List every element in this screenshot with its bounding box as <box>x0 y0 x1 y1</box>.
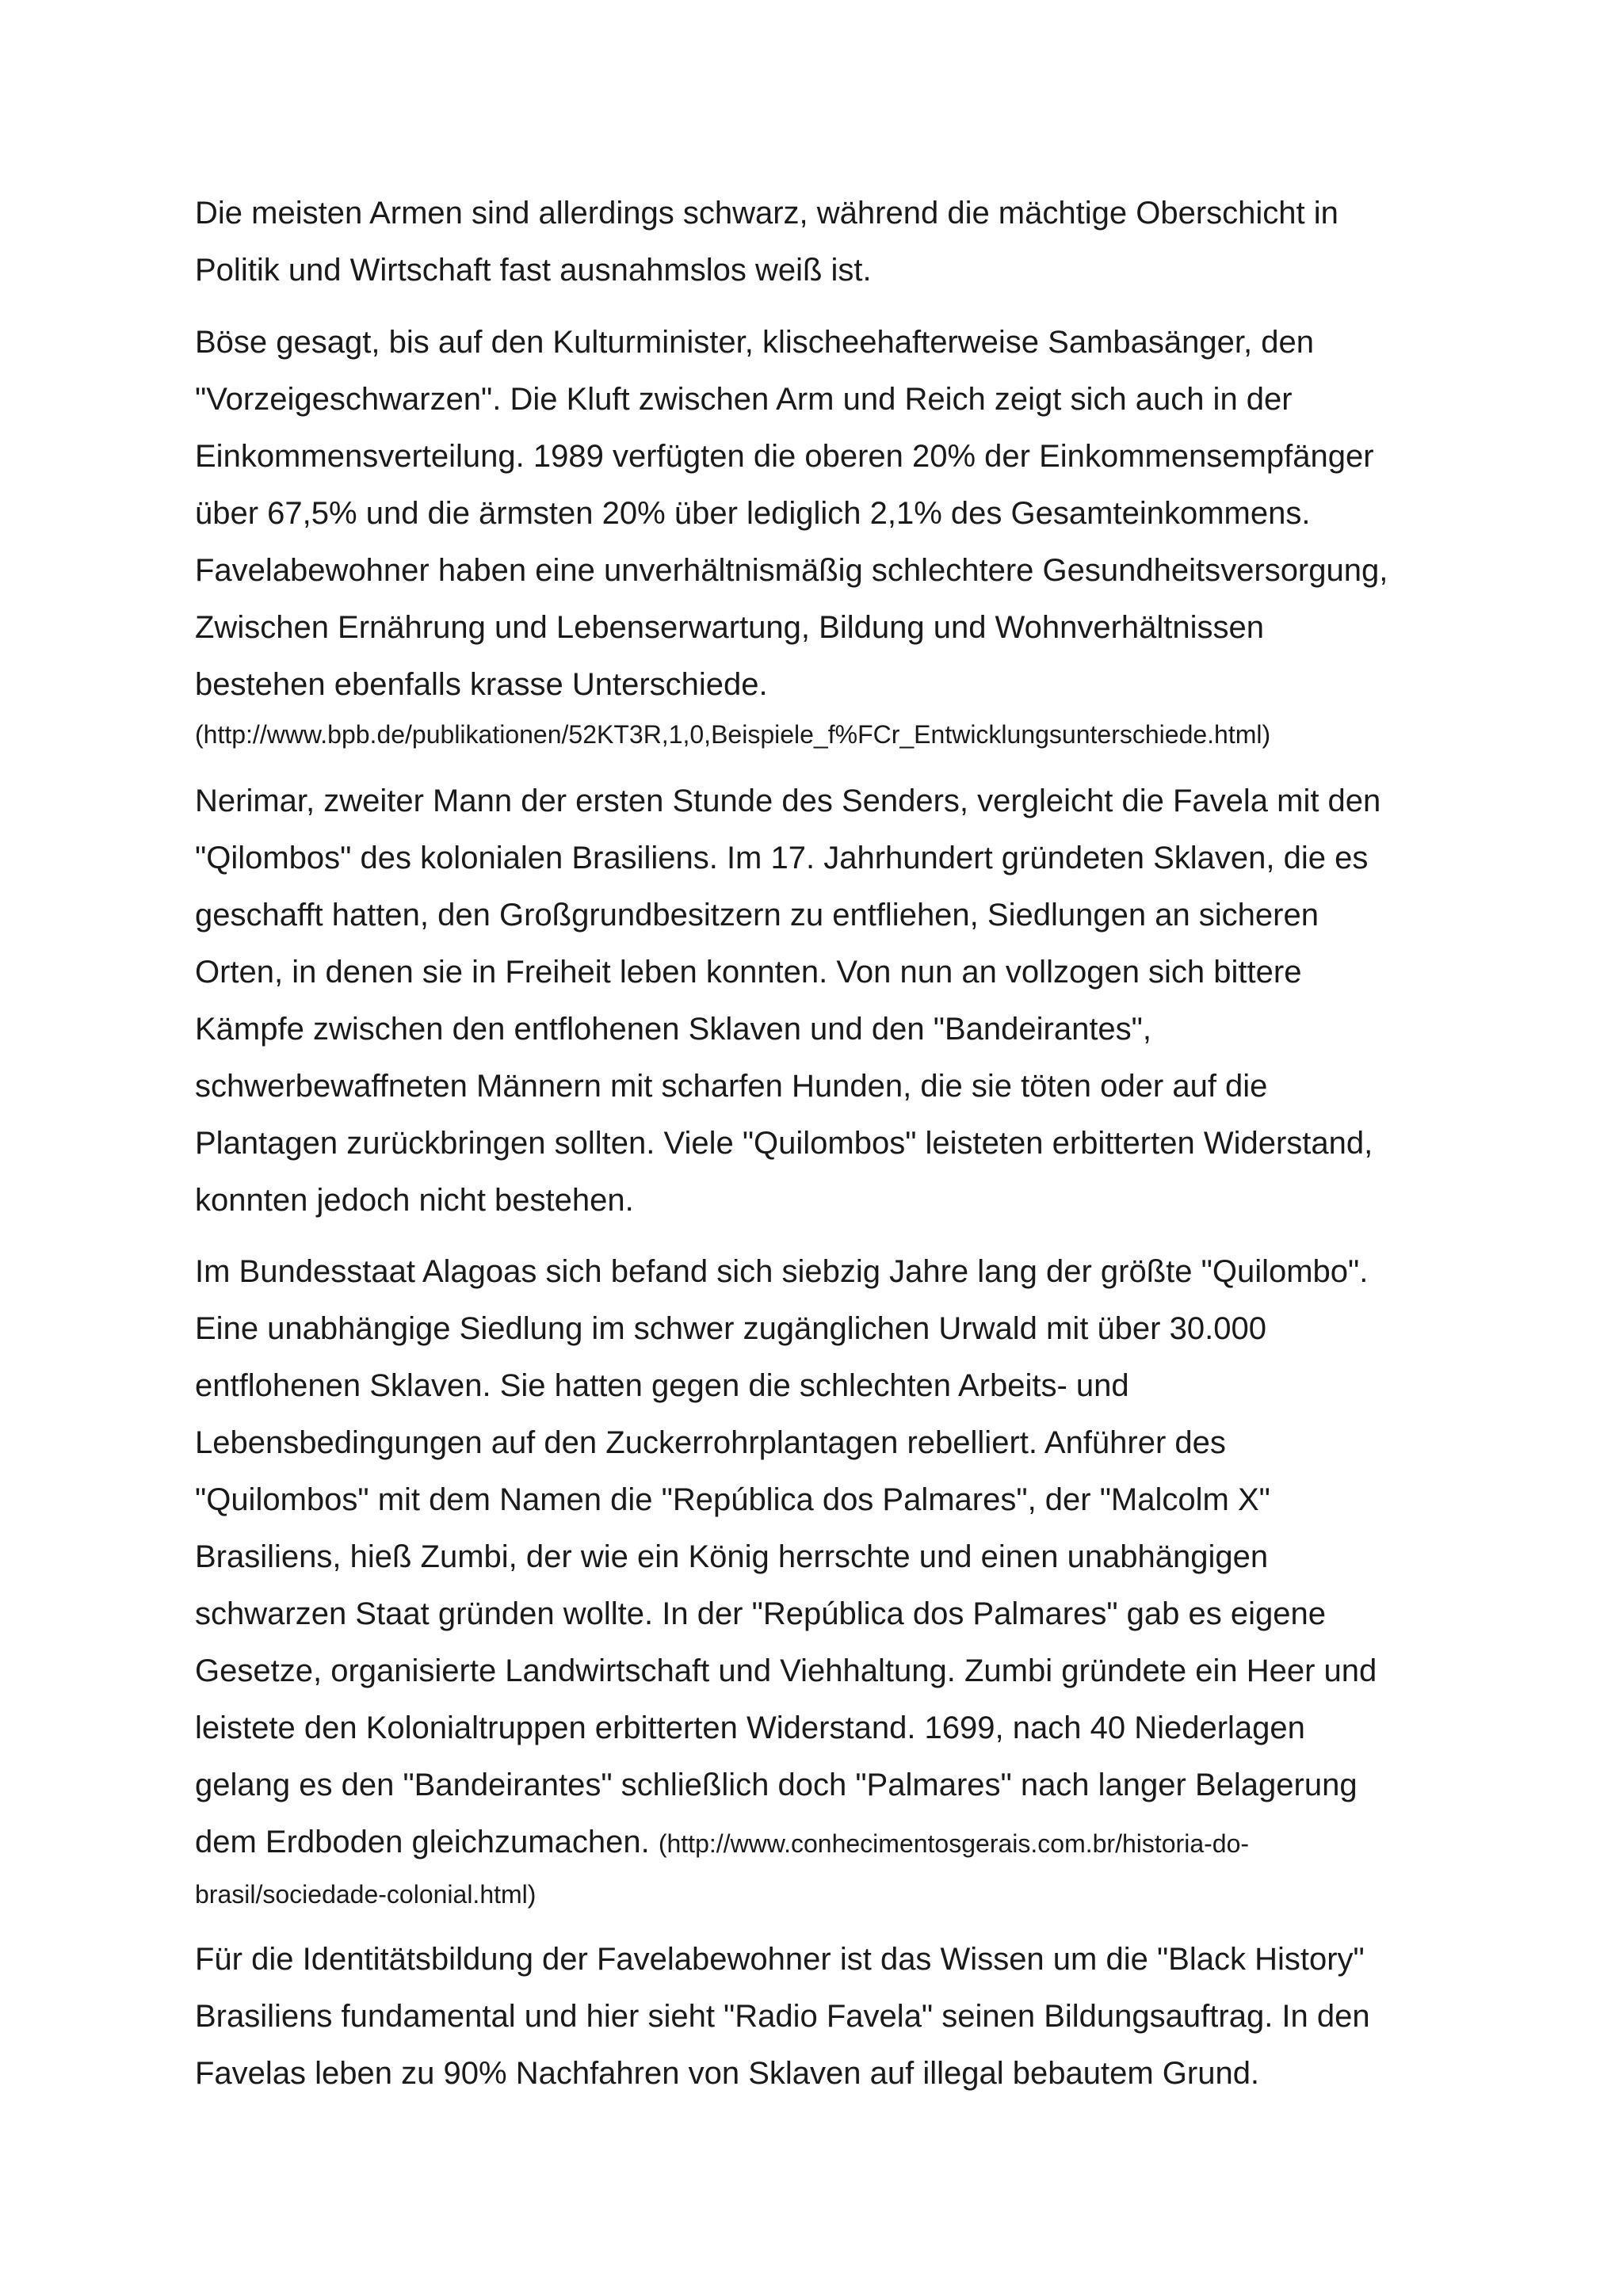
text-line: geschafft hatten, den Großgrundbesitzern zu entfliehen, Siedlungen an sicheren <box>195 898 1319 933</box>
text-line: Plantagen zurückbringen sollten. Viele "Quilombos" leisteten erbitterten Widerstand, <box>195 1126 1373 1161</box>
text-line: schwarzen Staat gründen wollte. In der "República dos Palmares" gab es eigene <box>195 1596 1327 1631</box>
text-line: über 67,5% und die ärmsten 20% über lediglich 2,1% des Gesamteinkommens. <box>195 496 1311 531</box>
text-line: Kämpfe zwischen den entflohenen Sklaven und den "Bandeirantes", <box>195 1012 1151 1047</box>
text-line: entflohenen Sklaven. Sie hatten gegen die schlechten Arbeits- und <box>195 1368 1129 1403</box>
source-citation: (http://www.bpb.de/publikationen/52KT3R,1,0,Beispiele_f%FCr_Entwicklungsunterschiede.html) <box>195 720 1271 749</box>
text-line: bestehen ebenfalls krasse Unterschiede. <box>195 667 768 702</box>
text-line: gelang es den "Bandeirantes" schließlich doch "Palmares" nach langer Belagerung <box>195 1768 1358 1802</box>
text-line: Brasiliens, hieß Zumbi, der wie ein König herrschte und einen unabhängigen <box>195 1539 1269 1574</box>
text-line: Politik und Wirtschaft fast ausnahmslos weiß ist. <box>195 253 872 288</box>
text-line: Favelas leben zu 90% Nachfahren von Sklaven auf illegal bebautem Grund. <box>195 2056 1260 2091</box>
text-line: Im Bundesstaat Alagoas sich befand sich siebzig Jahre lang der größte "Quilombo". <box>195 1254 1369 1289</box>
text-line: Brasiliens fundamental und hier sieht "Radio Favela" seinen Bildungsauftrag. In den <box>195 1999 1370 2034</box>
text-line <box>195 1823 1249 1863</box>
source-citation: (http://www.conhecimentosgerais.com.br/historia-do- <box>658 1829 1250 1858</box>
text-line: Böse gesagt, bis auf den Kulturminister, klischeehafterweise Sambasänger, den <box>195 325 1314 360</box>
text-line: konnten jedoch nicht bestehen. <box>195 1183 634 1218</box>
text-line: Einkommensverteilung. 1989 verfügten die oberen 20% der Einkommensempfänger <box>195 439 1374 474</box>
text-line: "Vorzeigeschwarzen". Die Kluft zwischen Arm und Reich zeigt sich auch in der <box>195 382 1293 417</box>
text-line: Gesetze, organisierte Landwirtschaft und Viehhaltung. Zumbi gründete ein Heer und <box>195 1653 1377 1688</box>
text-line: Favelabewohner haben eine unverhältnismäßig schlechtere Gesundheitsversorgung, <box>195 553 1388 588</box>
text-line: Für die Identitätsbildung der Favelabewohner ist das Wissen um die "Black History" <box>195 1942 1365 1977</box>
text-line: Lebensbedingungen auf den Zuckerrohrplantagen rebelliert. Anführer des <box>195 1425 1226 1460</box>
source-citation-continued: brasil/sociedade-colonial.html) <box>195 1880 537 1909</box>
text-segment: dem Erdboden gleichzumachen. <box>195 1825 650 1859</box>
text-line: Zwischen Ernährung und Lebenserwartung, Bildung und Wohnverhältnissen <box>195 610 1265 645</box>
text-line: Die meisten Armen sind allerdings schwarz, während die mächtige Oberschicht in <box>195 196 1338 231</box>
text-line: leistete den Kolonialtruppen erbitterten Widerstand. 1699, nach 40 Niederlagen <box>195 1711 1305 1745</box>
text-line: Eine unabhängige Siedlung im schwer zugänglichen Urwald mit über 30.000 <box>195 1311 1266 1346</box>
text-line: Orten, in denen sie in Freiheit leben konnten. Von nun an vollzogen sich bittere <box>195 955 1302 990</box>
text-line: Nerimar, zweiter Mann der ersten Stunde des Senders, vergleicht die Favela mit den <box>195 784 1381 818</box>
text-line: "Qilombos" des kolonialen Brasiliens. Im 17. Jahrhundert gründeten Sklaven, die es <box>195 841 1369 875</box>
text-line: schwerbewaffneten Männern mit scharfen Hunden, die sie töten oder auf die <box>195 1069 1268 1104</box>
text-line: "Quilombos" mit dem Namen die "República dos Palmares", der "Malcolm X" <box>195 1482 1270 1517</box>
